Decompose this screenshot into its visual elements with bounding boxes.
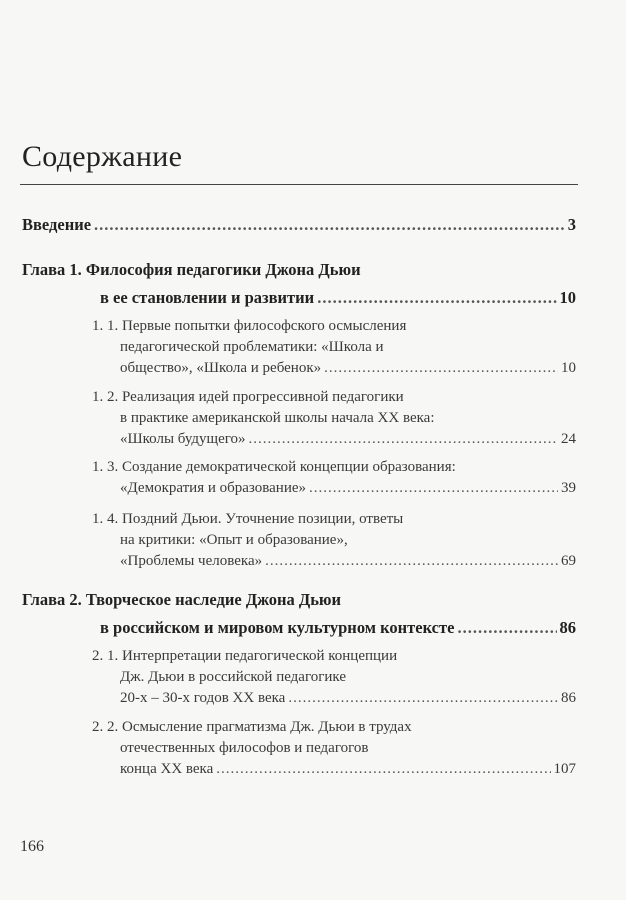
entry-title: 1. 4. Поздний Дьюи. Уточнение позиции, ответы bbox=[92, 511, 404, 527]
dot-leader bbox=[317, 284, 556, 312]
entry-title: 20-х – 30-х годов XX века bbox=[120, 690, 286, 706]
entry-title: отечественных философов и педагогов bbox=[120, 740, 369, 756]
page-number: 86 bbox=[561, 690, 576, 706]
page-number: 10 bbox=[559, 288, 576, 307]
entry-title: «Школы будущего» bbox=[120, 431, 246, 447]
page-folio: 166 bbox=[20, 838, 44, 855]
entry-title: 1. 3. Создание демократической концепции образования: bbox=[92, 459, 456, 475]
page-number: 69 bbox=[561, 553, 576, 569]
entry-title: Дж. Дьюи в российской педагогике bbox=[120, 669, 346, 685]
dot-leader bbox=[324, 358, 558, 379]
entry-title: Глава 1. Философия педагогики Джона Дьюи bbox=[22, 260, 361, 279]
page-number: 10 bbox=[561, 360, 576, 376]
toc-section-2-2 bbox=[92, 717, 576, 780]
entry-title: в российском и мировом культурном контексте bbox=[100, 618, 455, 637]
toc-section-1-1 bbox=[92, 316, 576, 379]
entry-title: педагогической проблематики: «Школа и bbox=[120, 339, 384, 355]
dot-leader bbox=[288, 688, 558, 709]
toc-section-2-1 bbox=[92, 646, 576, 709]
title-rule bbox=[20, 184, 578, 185]
entry-title: 1. 2. Реализация идей прогрессивной педагогики bbox=[92, 389, 404, 405]
entry-title: конца XX века bbox=[120, 761, 214, 777]
dot-leader bbox=[265, 551, 558, 572]
toc-entry-intro bbox=[22, 211, 576, 239]
dot-leader bbox=[216, 759, 550, 780]
entry-title: Глава 2. Творческое наследие Джона Дьюи bbox=[22, 590, 342, 609]
dot-leader bbox=[94, 211, 565, 239]
toc-section-1-2 bbox=[92, 387, 576, 450]
dot-leader bbox=[457, 614, 556, 642]
entry-title: общество», «Школа и ребенок» bbox=[120, 360, 322, 376]
toc-chapter-1 bbox=[22, 256, 576, 312]
page-number: 3 bbox=[567, 215, 576, 234]
dot-leader bbox=[309, 478, 558, 499]
entry-title: 1. 1. Первые попытки философского осмысления bbox=[92, 318, 407, 334]
page-number: 24 bbox=[561, 431, 576, 447]
page-number: 39 bbox=[561, 480, 576, 496]
page-title: Содержание bbox=[22, 140, 183, 173]
dot-leader bbox=[249, 429, 558, 450]
entry-title: «Проблемы человека» bbox=[120, 553, 263, 569]
toc-chapter-2 bbox=[22, 586, 576, 642]
entry-title: в ее становлении и развитии bbox=[100, 288, 315, 307]
page-number: 86 bbox=[559, 618, 576, 637]
entry-title: 2. 1. Интерпретации педагогической концепции bbox=[92, 648, 398, 664]
entry-title: на критики: «Опыт и образование», bbox=[120, 532, 348, 548]
entry-title: Введение bbox=[22, 215, 92, 234]
page-number: 107 bbox=[553, 761, 576, 777]
entry-title: «Демократия и образование» bbox=[120, 480, 307, 496]
toc-section-1-3 bbox=[92, 457, 576, 499]
entry-title: в практике американской школы начала XX века: bbox=[120, 410, 435, 426]
toc-section-1-4 bbox=[92, 509, 576, 572]
entry-title: 2. 2. Осмысление прагматизма Дж. Дьюи в трудах bbox=[92, 719, 412, 735]
